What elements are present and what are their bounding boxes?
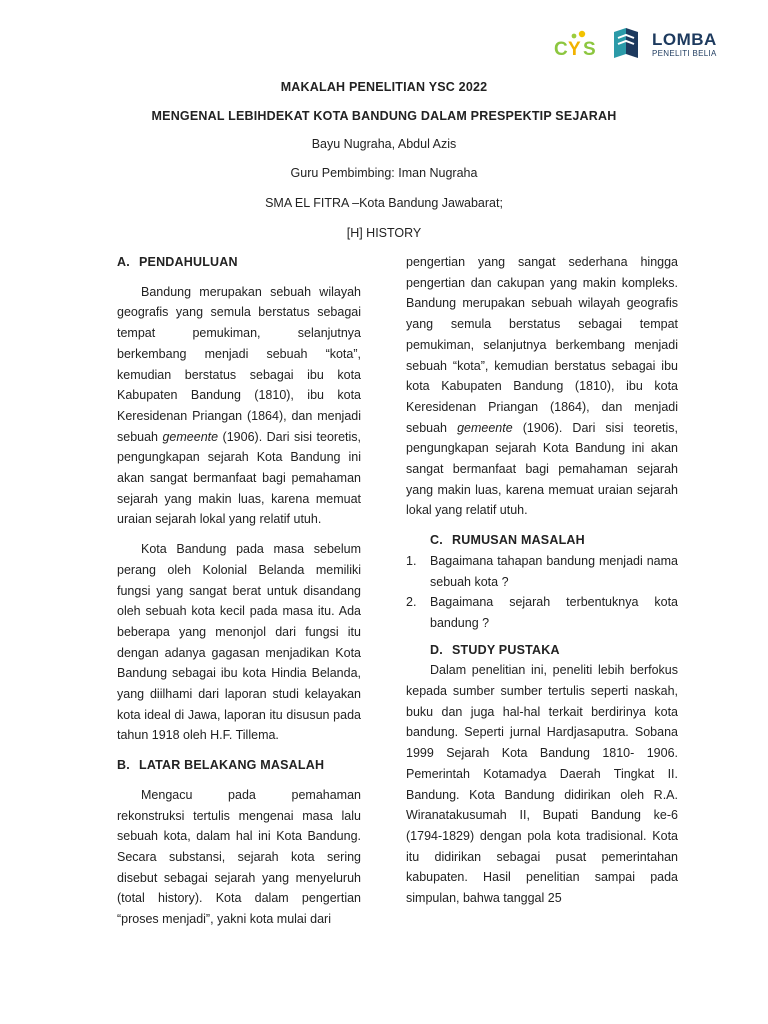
right-column — [406, 252, 678, 909]
paragraph-a2: Kota Bandung pada masa sebelum perang oleh Kolonial Belanda memiliki fungsi yang sangat berat untuk disandang oleh sebuah kota kecil pada masa itu. Ada beberapa yang menonjol dari fungsi itu dengan adanya gagasan menjadikan Kota Bandung sebagai ibu kota Hindia Belanda, yang diilhami dari laporan studi kelayakan kota ideal di Jawa, laporan itu disusun pada tahun 1918 oleh H.F. Tillema. — [117, 542, 361, 743]
school: SMA EL FITRA –Kota Bandung Jawabarat; — [265, 196, 503, 210]
list-item: 2. Bagaimana sejarah terbentuknya kota bandung ? — [406, 595, 678, 630]
section-heading-b: B. LATAR BELAKANG MASALAH — [117, 758, 325, 773]
section-heading-d: D. STUDY PUSTAKA — [430, 642, 560, 657]
supervisor: Guru Pembimbing: Iman Nugraha — [290, 166, 478, 180]
lomba-emblem-icon — [608, 26, 644, 60]
section-heading-c: C. RUMUSAN MASALAH — [430, 533, 585, 548]
paragraph-b1: Mengacu pada pemahaman rekonstruksi tertulis mengenai masa lalu sebuah kota, dalam hal ini Kota Bandung. Secara substansi, sejarah kota sering disebut sebagai sejarah yang menyeluruh (total history). Kota dalam pengertian “proses menjadi”, yakni kota mulai dari — [117, 787, 361, 927]
cys-logo — [552, 28, 604, 60]
list-item: 1. Bagaimana tahapan bandung menjadi nama sebuah kota ? — [406, 553, 678, 589]
paragraph-a1: Bandung merupakan sebuah wilayah geografis yang semula berstatus sebagai tempat pemukiman, selanjutnya berkembang menjadi sebuah “kota”, kemudian berstatus sebagai ibu kota Kabupaten Bandung (1810), ibu kota Keresidenan Priangan (1864), dan menjadi sebuah gemeente (1906). Dari sisi teoretis, pengungkapan sejarah Kota Bandung ini akan sangat bermanfaat bagi pemahaman sejarah yang makin luas, karena memuat uraian sejarah lokal yang relatif utuh. — [117, 284, 362, 527]
lomba-peneliti-belia-logo — [608, 26, 768, 62]
paragraph-d1: Dalam penelitian ini, peneliti lebih berfokus kepada sumber sumber tertulis seperti naskah, buku dan juga hal-hal terkait berdirinya kota bandung. Seperti jurnal Hardjasaputra. Sobana 1999 Sejarah Kota Bandung 1810- 1906. Pemerintah Kotamadya Daerah Tingkat II. Bandung. Kota Bandung didirikan oleh R.A. Wiranatakusumah II, Bupati Bandung ke-6 (1794-1829) dengan pola kota tradisional. Kota itu didirikan sebagai pusat pemerintahan kabupaten. Hasil penelitian sampai pada simpulan, bahwa tanggal 25 — [406, 663, 678, 906]
left-column — [117, 252, 361, 930]
paragraph-b1-continued: pengertian yang sangat sederhana hingga pengertian dan cakupan yang makin kompleks. Bandung merupakan sebuah wilayah geografis yang semula berstatus sebagai tempat pemukiman, selanjutnya berkembang menjadi sebuah “kota”, kemudian berstatus sebagai ibu kota Kabupaten Bandung (1810), ibu kota Keresidenan Priangan (1864), dan menjadi sebuah gemeente (1906). Dari sisi teoretis, pengungkapan sejarah Kota Bandung ini akan sangat bermanfaat bagi pemahaman sejarah yang makin luas, karena memuat uraian sejarah lokal yang relatif utuh. — [406, 255, 678, 518]
section-heading-a: A. PENDAHULUAN — [117, 255, 238, 269]
authors: Bayu Nugraha, Abdul Azis — [311, 137, 457, 151]
research-field: [H] HISTORY — [346, 226, 422, 240]
lomba-logo-subtext: PENELITI BELIA — [652, 49, 717, 58]
paper-title: MENGENAL LEBIHDEKAT KOTA BANDUNG DALAM PRESPEKTIP SEJARAH — [151, 109, 617, 123]
paper-series-title: MAKALAH PENELITIAN YSC 2022 — [280, 80, 488, 94]
research-questions-list — [406, 551, 678, 634]
svg-text:S: S — [583, 39, 596, 60]
svg-text:C: C — [554, 39, 568, 60]
svg-text:Y: Y — [568, 39, 581, 60]
lomba-logo-text: LOMBA — [652, 30, 717, 49]
